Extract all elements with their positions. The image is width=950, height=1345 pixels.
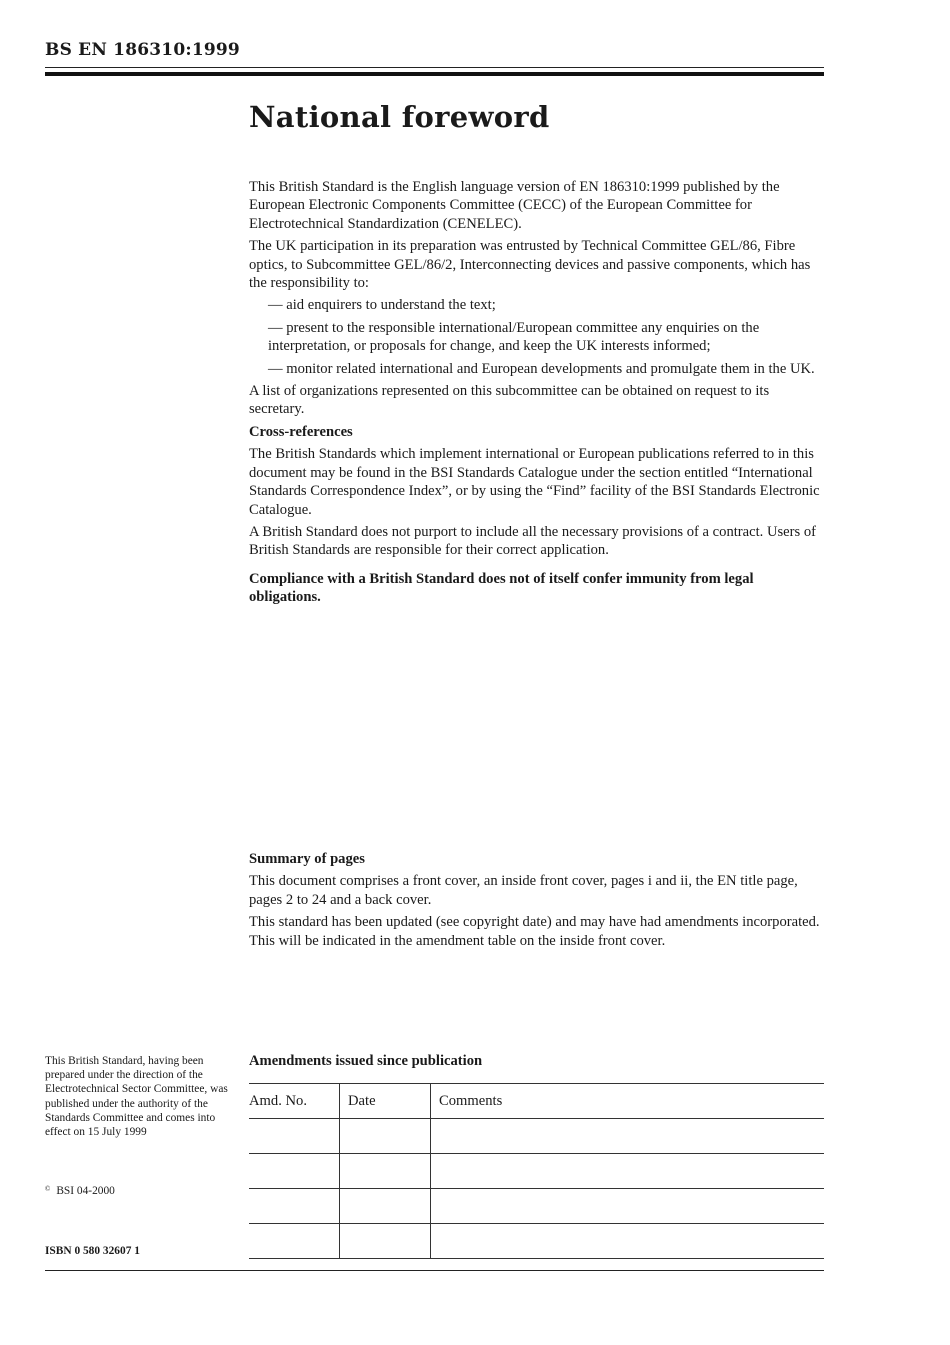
table-header-row [249,1084,824,1119]
table-row [249,1154,824,1189]
summary-heading: Summary of pages [249,851,365,867]
table-cell [249,1119,340,1154]
table-cell [431,1189,825,1224]
isbn: ISBN 0 580 32607 1 [45,1245,140,1257]
bullet-item: — monitor related international and European developments and promulgate them in the UK. [268,360,815,377]
paragraph: The British Standards which implement international or European publications referred to in this document may be found in the BSI Standards Catalogue under the section entitled “International Standards Correspondence Index”, or by using the “Find” facility of the BSI Standards Electronic Catalogue. [249,446,820,518]
amendments-title: Amendments issued since publication [249,1053,483,1069]
paragraph: This standard has been updated (see copyright date) and may have had amendments incorporated. This will be indicated in the amendment table on the inside front cover. [249,914,820,949]
table-cell [340,1189,431,1224]
table-cell [340,1154,431,1189]
foreword-body [249,178,825,611]
table-cell [340,1224,431,1259]
column-header-comments: Comments [431,1084,825,1119]
table-cell [431,1119,825,1154]
copyright-text: BSI 04-2000 [56,1185,115,1197]
table-row [249,1119,824,1154]
paragraph: The UK participation in its preparation was entrusted by Technical Committee GEL/86, Fibre optics, to Subcommittee GEL/86/2, Interconnecting devices and passive components, which has the responsibility to: [249,238,811,292]
table-row [249,1189,824,1224]
paragraph: A list of organizations represented on this subcommittee can be obtained on request to its secretary. [249,383,770,418]
table-cell [249,1224,340,1259]
table-cell [340,1119,431,1154]
paragraph: This document comprises a front cover, an inside front cover, pages i and ii, the EN title page, pages 2 to 24 and a back cover. [249,873,798,908]
table-cell [249,1154,340,1189]
header-rule-thin [45,67,824,68]
table-cell [431,1224,825,1259]
copyright-symbol: © [45,1185,51,1193]
header-rule-thick [45,72,824,76]
footer-rule [45,1270,824,1271]
page-title: National foreword [249,100,550,134]
cross-references-heading: Cross-references [249,423,353,440]
compliance-statement: Compliance with a British Standard does not of itself confer immunity from legal obligations. [249,570,754,606]
column-header-date: Date [340,1084,431,1119]
summary-of-pages [249,850,825,954]
table-row [249,1224,824,1259]
bullet-item: — aid enquirers to understand the text; [268,297,496,314]
paragraph: This British Standard is the English language version of EN 186310:1999 published by the European Electronic Components Committee (CECC) of the European Committee for Electrotechnical Standardization (CENELEC). [249,179,780,232]
bullet-item: — present to the responsible international/European committee any enquiries on the interpretation, or proposals for change, and keep the UK interests informed; [268,319,760,355]
document-code: BS EN 186310:1999 [45,40,240,60]
column-header-amd-no: Amd. No. [249,1084,340,1119]
paragraph: A British Standard does not purport to include all the necessary provisions of a contract. Users of British Standards are responsible for their correct application. [249,523,817,559]
amendments-table [249,1083,824,1259]
table-cell [431,1154,825,1189]
copyright-line [45,1185,115,1197]
publication-sidenote: This British Standard, having been prepared under the direction of the Electrotechnical Sector Committee, was published under the authority of the Standards Committee and comes into effect on 15 July 1999 [45,1055,228,1139]
table-cell [249,1189,340,1224]
